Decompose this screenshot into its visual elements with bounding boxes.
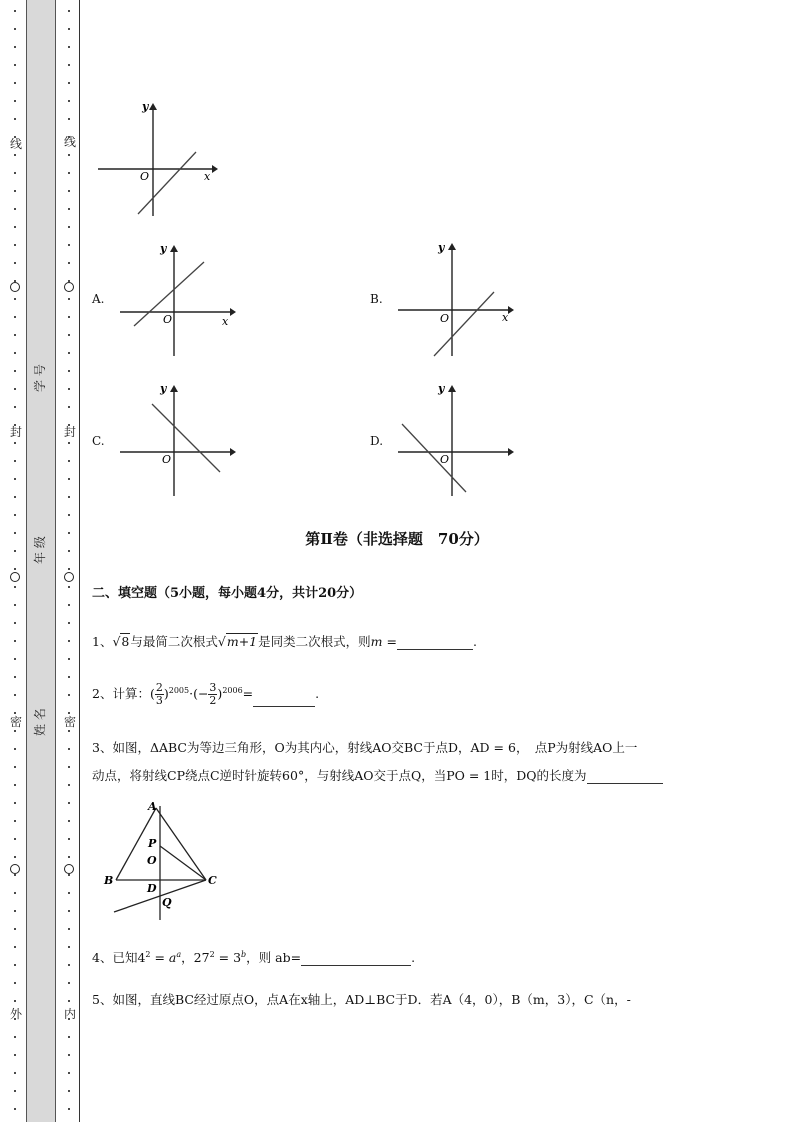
- origin-label: O: [440, 453, 450, 466]
- cut-line-dot: [68, 100, 70, 102]
- point-c-label: C: [208, 874, 217, 887]
- y-axis-label: y: [438, 241, 445, 254]
- origin-label: O: [140, 170, 150, 183]
- x-axis-label: x: [222, 315, 229, 328]
- cut-line-dot: [14, 1054, 16, 1056]
- cut-line-dot: [68, 118, 70, 120]
- cut-line-dot: [14, 460, 16, 462]
- cut-line-dot: [14, 874, 16, 876]
- cut-line-dot: [14, 100, 16, 102]
- cut-line-dot: [68, 316, 70, 318]
- cut-line-dot: [14, 964, 16, 966]
- cut-line-dot: [14, 208, 16, 210]
- cut-line-dot: [14, 784, 16, 786]
- option-c-graph: [116, 380, 246, 500]
- q2-number: 2、计算：: [92, 686, 150, 701]
- equilateral-triangle-figure: [100, 798, 230, 926]
- q4-number: 4、已知: [92, 950, 138, 965]
- margin-char-nei-inner: 内: [64, 1007, 77, 1021]
- margin-circle: [10, 572, 20, 582]
- cut-line-dot: [68, 766, 70, 768]
- cut-line-dot: [14, 730, 16, 732]
- point-q-label: Q: [162, 896, 172, 909]
- q4-base-3: 27: [193, 950, 210, 965]
- q4-eq-1: =: [150, 950, 169, 965]
- cut-line-dot: [68, 550, 70, 552]
- cut-line-dot: [68, 568, 70, 570]
- cut-line-dot: [14, 370, 16, 372]
- cut-line-dot: [14, 46, 16, 48]
- q4-exp-4: b: [241, 949, 247, 959]
- cut-line-dot: [68, 838, 70, 840]
- cut-line-dot: [68, 244, 70, 246]
- margin-circle: [64, 282, 74, 292]
- cut-line-dot: [68, 658, 70, 660]
- cut-line-dot: [14, 226, 16, 228]
- option-d-graph: [394, 380, 524, 500]
- option-d-label: D.: [370, 434, 384, 448]
- option-b-label: B.: [370, 292, 383, 306]
- point-p-label: P: [148, 837, 157, 850]
- cut-line-dot: [68, 10, 70, 12]
- cut-line-dot: [68, 730, 70, 732]
- q4-sep: ，: [181, 950, 194, 965]
- point-o-label: O: [147, 854, 157, 867]
- cut-line-dot: [68, 784, 70, 786]
- margin-inner-rule: [79, 0, 80, 1122]
- cut-line-dot: [14, 298, 16, 300]
- cut-line-dot: [68, 892, 70, 894]
- cut-line-dot: [68, 172, 70, 174]
- point-d-label: D: [147, 882, 157, 895]
- x-axis-arrow: [508, 448, 514, 456]
- x-axis-arrow: [230, 308, 236, 316]
- margin-char-feng-outer: 封: [10, 425, 23, 439]
- x-axis-arrow: [212, 165, 218, 173]
- cut-line-dot: [14, 748, 16, 750]
- question-5: 5、如图，直线BC经过原点O，点A在x轴上，AD⊥BC于D．若A（4，0），B（m，3），C（n，-: [92, 992, 631, 1007]
- cut-line-dot: [68, 1108, 70, 1110]
- q2-end: .: [315, 686, 320, 701]
- cut-line-dot: [14, 892, 16, 894]
- cut-line-dot: [14, 442, 16, 444]
- q1-end: .: [472, 634, 477, 649]
- cut-line-dot: [14, 982, 16, 984]
- option-c-label: C.: [92, 434, 105, 448]
- q2-fraction-1: [155, 682, 164, 707]
- y-axis-arrow: [448, 385, 456, 392]
- cut-line-dot: [68, 712, 70, 714]
- margin-circle: [10, 864, 20, 874]
- question-4: [92, 948, 415, 966]
- cut-line-dot: [14, 694, 16, 696]
- cut-line-dot: [14, 28, 16, 30]
- field-name-label: 姓 名: [33, 708, 47, 736]
- sqrt-sign: √: [217, 634, 226, 649]
- option-b-graph: [394, 238, 524, 360]
- origin-label: O: [163, 313, 173, 326]
- cut-line-dot: [14, 928, 16, 930]
- cut-line-dot: [68, 1000, 70, 1002]
- graph-line: [402, 424, 466, 492]
- q4-end: .: [411, 950, 416, 965]
- y-axis-label: y: [438, 382, 445, 395]
- q1-text-2: 是同类二次根式，则: [258, 634, 371, 649]
- y-axis-label: y: [142, 100, 149, 113]
- cut-line-dot: [14, 568, 16, 570]
- cut-line-dot: [14, 676, 16, 678]
- cut-line-dot: [14, 766, 16, 768]
- margin-char-wai-outer: 外: [10, 1007, 23, 1021]
- cut-line-dot: [68, 496, 70, 498]
- q2-answer-blank[interactable]: [253, 694, 315, 707]
- cut-line-dot: [68, 460, 70, 462]
- fraction-denominator: 3: [155, 694, 163, 707]
- cut-line-dot: [68, 1036, 70, 1038]
- cut-line-dot: [68, 802, 70, 804]
- cut-line-dot: [68, 442, 70, 444]
- cut-line-dot: [68, 964, 70, 966]
- cut-line-dot: [14, 622, 16, 624]
- cut-line-dot: [68, 622, 70, 624]
- cut-line-dot: [14, 712, 16, 714]
- cut-line-dot: [68, 676, 70, 678]
- segment-cp: [160, 846, 206, 880]
- cut-line-dot: [68, 1090, 70, 1092]
- margin-char-feng-inner: 封: [64, 425, 77, 439]
- cut-line-dot: [68, 694, 70, 696]
- cut-line-dot: [14, 262, 16, 264]
- field-grade-label: 年 级: [33, 536, 47, 564]
- cut-line-dot: [68, 856, 70, 858]
- cut-line-dot: [14, 334, 16, 336]
- cut-line-dot: [14, 640, 16, 642]
- cut-line-dot: [14, 910, 16, 912]
- cut-line-dot: [14, 802, 16, 804]
- option-a-graph: [116, 240, 246, 360]
- cut-line-dot: [68, 334, 70, 336]
- cut-line-dot: [14, 820, 16, 822]
- margin-circle: [64, 572, 74, 582]
- x-axis-label: x: [204, 170, 211, 183]
- fraction-numerator: 3: [209, 681, 217, 694]
- graph-line: [138, 152, 196, 214]
- cut-line-dot: [14, 838, 16, 840]
- cut-line-dot: [14, 496, 16, 498]
- cut-line-dot: [14, 154, 16, 156]
- point-b-label: B: [104, 874, 114, 887]
- sqrt-sign: √: [112, 634, 121, 649]
- cut-line-dot: [68, 352, 70, 354]
- origin-label: O: [162, 453, 172, 466]
- cut-line-dot: [68, 514, 70, 516]
- q4-base-2: a: [168, 950, 177, 965]
- origin-label: O: [440, 312, 450, 325]
- section-title: 第Ⅱ卷（非选择题 70分）: [305, 530, 489, 548]
- cut-line-dot: [14, 10, 16, 12]
- x-axis-arrow: [508, 306, 514, 314]
- fill-blank-section-title: 二、填空题（5小题，每小题4分，共计20分）: [92, 586, 363, 601]
- margin-char-mi-outer: 密: [10, 715, 23, 729]
- y-axis-arrow: [149, 103, 157, 110]
- cut-line-dot: [68, 298, 70, 300]
- x-axis-arrow: [230, 448, 236, 456]
- cut-line-dot: [14, 1108, 16, 1110]
- cut-line-dot: [68, 928, 70, 930]
- cut-line-dot: [68, 478, 70, 480]
- q3-text-2: 动点，将射线CP绕点C逆时针旋转60°，与射线AO交于点Q，当PO = 1时，DQ的长度为: [92, 768, 587, 783]
- cut-line-dot: [68, 586, 70, 588]
- cut-line-dot: [68, 388, 70, 390]
- cut-line-dot: [14, 478, 16, 480]
- cut-line-dot: [14, 82, 16, 84]
- cut-line-dot: [14, 586, 16, 588]
- margin-char-xian-inner: 线: [64, 135, 77, 149]
- cut-line-dot: [14, 190, 16, 192]
- cut-line-dot: [14, 604, 16, 606]
- cut-line-dot: [14, 1000, 16, 1002]
- cut-line-dot: [68, 226, 70, 228]
- q2-equals: =: [242, 686, 254, 701]
- cut-line-dot: [68, 604, 70, 606]
- cut-line-dot: [14, 514, 16, 516]
- cut-line-dot: [14, 856, 16, 858]
- x-axis-label: x: [502, 311, 509, 324]
- cut-line-dot: [14, 1072, 16, 1074]
- dotted-cut-line-inner: [68, 0, 72, 1122]
- question-2: 2、计算：( $\frac{2}{3}$ )$^{2005}$·(− $\frac{3}{2}$ )$^{2006}$= .: [92, 681, 320, 707]
- y-axis-label: y: [160, 242, 167, 255]
- question-3-line-2: [92, 766, 663, 784]
- fraction-numerator: 2: [155, 681, 163, 694]
- y-axis-arrow: [448, 243, 456, 250]
- q1-text-1: 与最简二次根式: [130, 634, 218, 649]
- cut-line-dot: [14, 244, 16, 246]
- cut-line-dot: [14, 388, 16, 390]
- cut-line-dot: [68, 1054, 70, 1056]
- cut-line-dot: [68, 82, 70, 84]
- y-axis-label: y: [160, 382, 167, 395]
- q1-radicand-1: 8: [121, 634, 130, 649]
- cut-line-dot: [68, 406, 70, 408]
- question-1: [92, 632, 477, 650]
- q2-fraction-2: [208, 682, 217, 707]
- q1-answer-blank[interactable]: [397, 637, 473, 650]
- q3-answer-blank[interactable]: [587, 771, 663, 784]
- cut-line-dot: [14, 64, 16, 66]
- cut-line-dot: [68, 748, 70, 750]
- cut-line-dot: [68, 640, 70, 642]
- fraction-denominator: 2: [209, 694, 217, 707]
- option-a-label: A.: [92, 292, 105, 306]
- cut-line-dot: [14, 172, 16, 174]
- cut-line-dot: [68, 46, 70, 48]
- cut-line-dot: [68, 262, 70, 264]
- cut-line-dot: [68, 1072, 70, 1074]
- side-ac: [156, 808, 206, 880]
- cut-line-dot: [14, 1090, 16, 1092]
- y-axis-arrow: [170, 245, 178, 252]
- q4-base-4: 3: [233, 950, 242, 965]
- q4-tail: ，则 ab=: [246, 950, 302, 965]
- q4-answer-blank[interactable]: [301, 953, 411, 966]
- q2-exponent-1: 2005: [168, 685, 190, 695]
- cut-line-dot: [68, 946, 70, 948]
- y-axis-arrow: [170, 385, 178, 392]
- margin-char-mi-inner: 密: [64, 715, 77, 729]
- cut-line-dot: [68, 190, 70, 192]
- q4-exp-2: a: [176, 949, 182, 959]
- q1-equals: =: [382, 634, 397, 649]
- q1-radicand-2: m+1: [226, 634, 258, 649]
- cut-line-dot: [68, 370, 70, 372]
- q1-number: 1、: [92, 634, 113, 649]
- field-student-id-label: 学 号: [33, 364, 47, 392]
- margin-char-xian-outer: 线: [10, 137, 23, 151]
- margin-circle: [10, 282, 20, 292]
- q4-exp-1: 2: [145, 949, 151, 959]
- q2-middle: ·(−: [189, 686, 209, 701]
- question-3-line-1: 3、如图，ΔABC为等边三角形，O为其内心，射线AO交BC于点D，AD = 6， 点P为射线AO上一: [92, 740, 638, 755]
- cut-line-dot: [68, 820, 70, 822]
- cut-line-dot: [14, 658, 16, 660]
- margin-circle: [64, 864, 74, 874]
- cut-line-dot: [14, 946, 16, 948]
- cut-line-dot: [68, 64, 70, 66]
- cut-line-dot: [68, 28, 70, 30]
- cut-line-dot: [14, 352, 16, 354]
- reference-line-graph: [92, 98, 222, 222]
- point-a-label: A: [148, 800, 157, 813]
- cut-line-dot: [68, 910, 70, 912]
- cut-line-dot: [14, 550, 16, 552]
- q4-eq-2: =: [214, 950, 234, 965]
- cut-line-dot: [68, 154, 70, 156]
- cut-line-dot: [68, 874, 70, 876]
- q1-variable: m: [370, 634, 383, 649]
- cut-line-dot: [14, 316, 16, 318]
- q2-exponent-2: 2006: [222, 685, 243, 695]
- q4-exp-3: 2: [209, 949, 215, 959]
- cut-line-dot: [68, 208, 70, 210]
- cut-line-dot: [14, 406, 16, 408]
- cut-line-dot: [14, 1036, 16, 1038]
- cut-line-dot: [68, 982, 70, 984]
- q4-base-1: 4: [137, 950, 146, 965]
- dotted-cut-line-outer: [14, 0, 18, 1122]
- cut-line-dot: [14, 118, 16, 120]
